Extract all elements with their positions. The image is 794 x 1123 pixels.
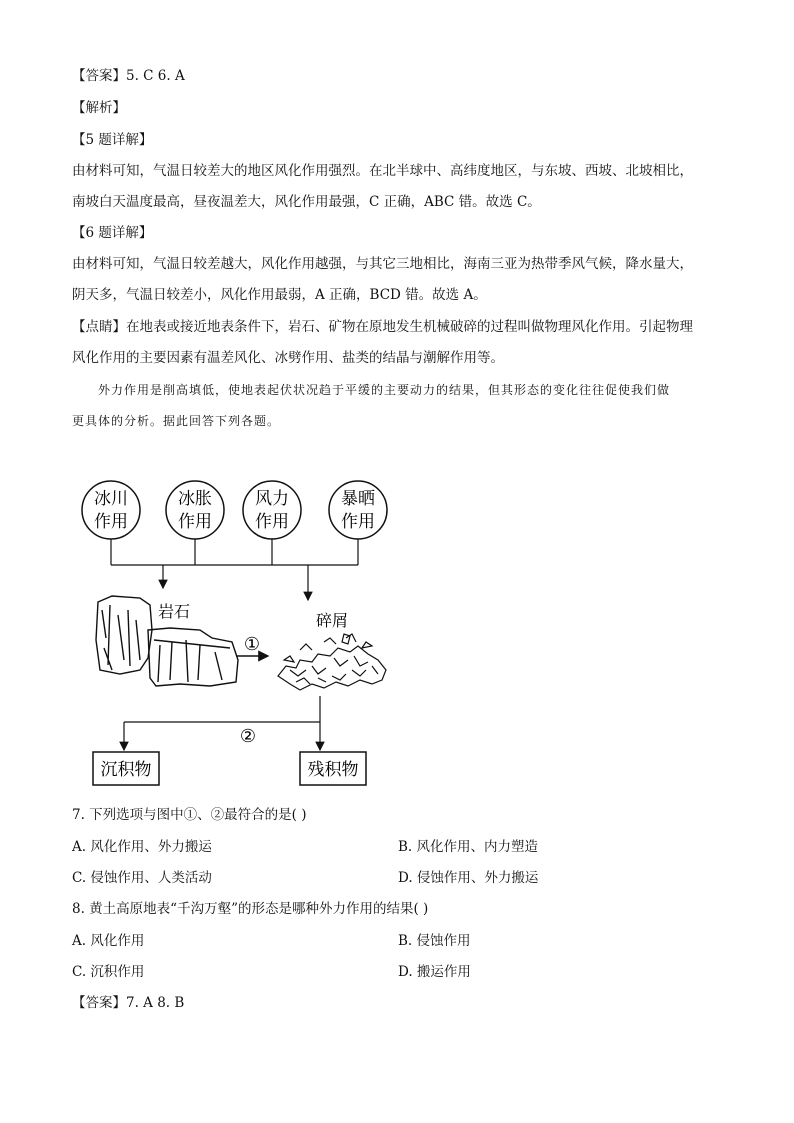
answer-text: 5. C 6. A [126,68,185,84]
q8-option-c[interactable]: C. 沉积作用 [72,964,145,980]
q7-stem: 7. 下列选项与图中①、②最符合的是( ) [72,807,307,823]
box-sediment-label: 沉积物 [100,760,152,780]
q8-option-d[interactable]: D. 搬运作用 [398,964,471,980]
circle-frost [166,481,224,539]
marker-1: ① [243,634,261,655]
intro-line-1: 外力作用是削高填低，使地表起伏状况趋于平缓的主要动力的结果，但其形态的变化往往促使我们做 [98,383,671,397]
answer-line-1 [72,66,185,86]
q7-option-c[interactable]: C. 侵蚀作用、人类活动 [72,870,212,886]
answer2-tag: 【答案】 [72,995,126,1011]
circle-wind [243,481,301,539]
q8-option-a[interactable]: A. 风化作用 [72,933,145,949]
answer2-text: 7. A 8. B [126,995,185,1011]
analysis-tag: 【解析】 [72,100,126,116]
circle-glacier-bottom: 作用 [94,512,128,532]
q6-detail-line-2: 阴天多，气温日较差小，风化作用最弱，A 正确，BCD 错。故选 A。 [72,287,487,303]
debris-label: 碎屑 [316,611,349,630]
q7-option-d[interactable]: D. 侵蚀作用、外力搬运 [398,870,539,886]
q7-option-a[interactable]: A. 风化作用、外力搬运 [72,839,212,855]
circle-glacier-top: 冰川 [94,489,128,509]
circle-frost-bottom: 作用 [178,512,212,532]
weathering-diagram [0,470,794,810]
q6-detail-line-1: 由材料可知，气温日较差越大，风化作用越强，与其它三地相比，海南三亚为热带季风气候，降水量大， [72,256,693,272]
q6-detail-tag: 【6 题详解】 [72,225,153,241]
rock-label: 岩石 [158,602,191,621]
q5-detail-tag: 【5 题详解】 [72,132,153,148]
circle-sun-top: 暴晒 [341,489,375,509]
intro-line-2: 更具体的分析。据此回答下列各题。 [72,414,281,428]
tip-line-2: 风化作用的主要因素有温差风化、冰劈作用、盐类的结晶与潮解作用等。 [72,350,504,366]
marker-2: ② [239,726,257,747]
connector-lines [111,539,358,600]
circle-wind-top: 风力 [255,489,289,509]
q8-stem: 8. 黄土高原地表“千沟万壑”的形态是哪种外力作用的结果( ) [72,901,429,917]
tip-line-1 [72,317,693,337]
circle-glacier [82,481,140,539]
answer-line-2 [72,993,184,1013]
q5-detail-line-2: 南坡白天温度最高，昼夜温差大，风化作用最强，C 正确，ABC 错。故选 C。 [72,194,541,210]
answer-tag: 【答案】 [72,68,126,84]
tip-tag: 【点睛】 [72,319,126,335]
box-residual-label: 残积物 [307,760,359,780]
q7-option-b[interactable]: B. 风化作用、内力塑造 [398,839,539,855]
circle-frost-top: 冰胀 [178,489,212,509]
box-sediment [93,752,159,785]
debris-illustration [278,634,386,690]
box-residual [300,752,366,785]
q5-detail-line-1: 由材料可知，气温日较差大的地区风化作用强烈。在北半球中、高纬度地区，与东坡、西坡、北坡相比， [72,163,693,179]
circle-sun-bottom: 作用 [341,512,375,532]
circle-sun [329,481,387,539]
tip-text-1: 在地表或接近地表条件下，岩石、矿物在原地发生机械破碎的过程叫做物理风化作用。引起物理 [126,319,693,335]
q8-option-b[interactable]: B. 侵蚀作用 [398,933,471,949]
circle-wind-bottom: 作用 [255,512,289,532]
lower-connectors [124,696,320,750]
